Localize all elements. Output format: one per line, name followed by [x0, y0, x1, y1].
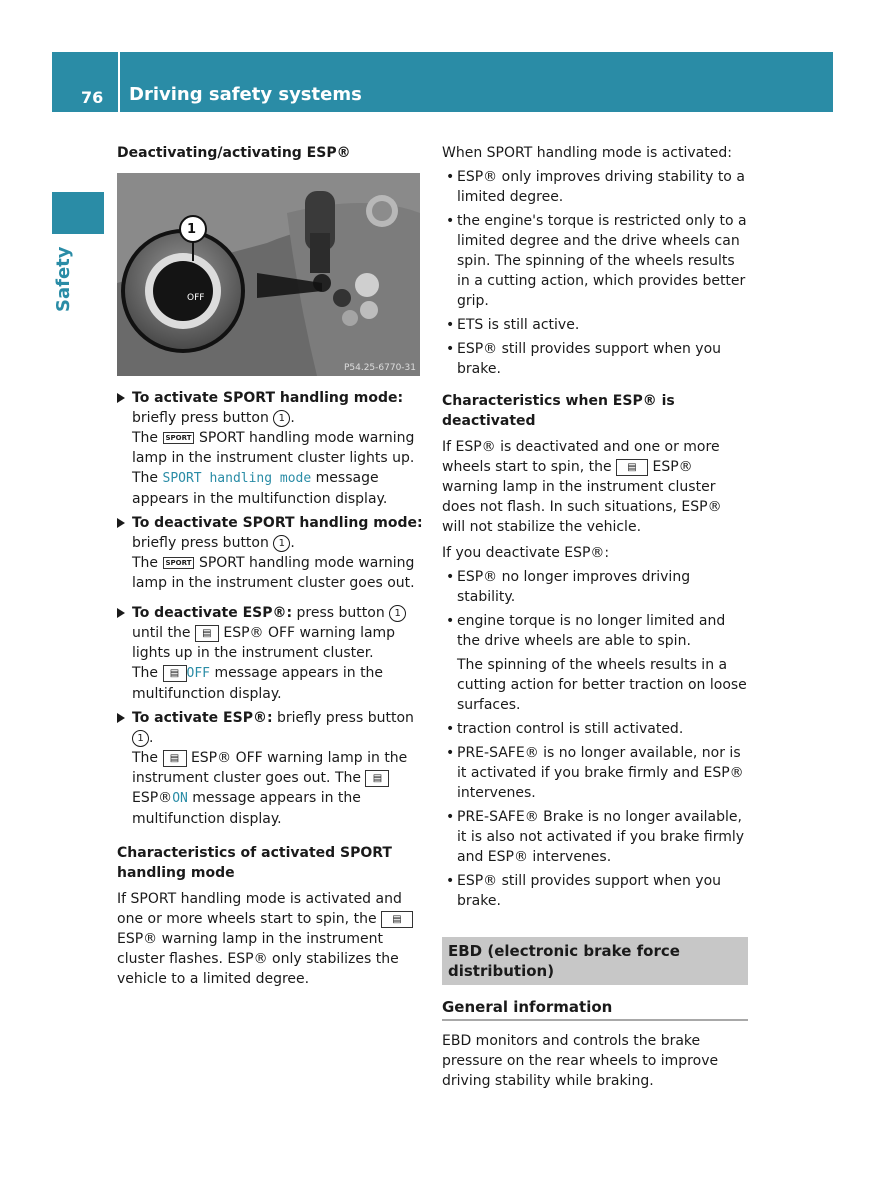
deactivated-bullet-list — [442, 567, 748, 911]
step-text: ESP® — [132, 790, 173, 806]
list-item: • ESP® only improves driving stability to a limited degree. — [442, 167, 748, 207]
body-text: If ESP® is deactivated and one or more wheels start to spin, the ▤ ESP® warning lamp in the instrument cluster does not flash. In such situations, ESP® will not stabilize the vehicle. — [442, 439, 722, 535]
list-item: • ESP® still provides support when you brake. — [442, 339, 748, 379]
button-1-icon: 1 — [132, 730, 149, 747]
console-photo — [117, 173, 420, 376]
step-text: message appears in the multifunction display. — [132, 665, 384, 702]
right-column — [442, 143, 748, 1091]
esp-lamp-icon: ▤ — [381, 911, 413, 928]
step-arrow-icon — [117, 393, 125, 403]
intro-text: When SPORT handling mode is activated: — [442, 145, 732, 161]
figure-code: P54.25-6770-31 — [343, 363, 416, 373]
step-text: until the — [132, 625, 191, 641]
list-subtext: The spinning of the wheels results in a cutting action for better traction on loose surfaces. — [457, 657, 747, 713]
esp-off-button-label: OFF — [187, 293, 205, 303]
esp-lamp-icon: ▤ — [365, 770, 389, 787]
console-illustration — [117, 173, 420, 376]
section-heading-sport-characteristics: Characteristics of activated SPORT handling mode — [117, 845, 392, 881]
step-arrow-icon — [117, 608, 125, 618]
step-text: The — [132, 470, 159, 486]
list-item: • traction control is still activated. — [442, 719, 748, 739]
step-title: To activate SPORT handling mode: — [132, 390, 404, 406]
page-title: Driving safety systems — [129, 84, 362, 105]
esp-off-lamp-icon: ▤ — [195, 625, 219, 642]
list-item: • ESP® no longer improves driving stability. — [442, 567, 748, 607]
esp-off-lamp-icon: ▤ — [163, 750, 187, 767]
section-heading-esp: Deactivating/activating ESP® — [117, 145, 351, 161]
button-1-icon: 1 — [273, 535, 290, 552]
body-text: If you deactivate ESP®: — [442, 545, 610, 561]
step-arrow-icon — [117, 518, 125, 528]
display-message: OFF — [186, 666, 210, 681]
step-text: ESP® OFF warning lamp in the instrument cluster goes out. The — [132, 750, 408, 786]
display-message: SPORT handling mode — [162, 471, 312, 486]
header-divider — [118, 52, 120, 112]
page-number: 76 — [81, 88, 104, 107]
list-item: • engine torque is no longer limited and the drive wheels are able to spin. — [442, 611, 748, 651]
list-item: • ETS is still active. — [442, 315, 748, 335]
step-text: briefly press button — [132, 410, 269, 426]
step-deactivate-esp — [117, 603, 425, 704]
step-arrow-icon — [117, 713, 125, 723]
step-text: The — [132, 665, 159, 681]
list-item: • the engine's torque is restricted only to a limited degree and the drive wheels can spin. The spinning of the wheels results in a cutting action, which provides better grip. — [442, 211, 748, 311]
step-text: message appears in the multifunction display. — [132, 470, 388, 507]
sport-lamp-icon: SPORT — [163, 557, 195, 569]
step-text: briefly press button — [277, 710, 414, 726]
ebd-section-heading: EBD (electronic brake force distribution) — [442, 937, 748, 985]
list-item: • PRE-SAFE® Brake is no longer available, it is also not activated if you brake firmly and ESP® intervenes. — [442, 807, 748, 867]
section-heading-esp-deactivated: Characteristics when ESP® is deactivated — [442, 393, 675, 429]
step-text: briefly press button — [132, 535, 269, 551]
step-text: SPORT handling mode warning lamp in the instrument cluster lights up. — [132, 430, 415, 466]
body-text: EBD monitors and controls the brake pressure on the rear wheels to improve driving stability while braking. — [442, 1033, 719, 1089]
section-tab-label: Safety — [53, 246, 74, 312]
step-text: press button — [296, 605, 385, 621]
sport-bullet-list — [442, 167, 748, 379]
display-message: ON — [172, 791, 188, 806]
body-text: If SPORT handling mode is activated and one or more wheels start to spin, the ▤ ESP® warning lamp in the instrument cluster flashes. ESP® only stabilizes the vehicle to a limited degree. — [117, 889, 425, 989]
left-column — [117, 143, 425, 989]
sport-lamp-icon: SPORT — [163, 432, 195, 444]
figure-callout: 1 — [187, 222, 197, 237]
step-title: To activate ESP®: — [132, 710, 273, 726]
list-item: • ESP® still provides support when you brake. — [442, 871, 748, 911]
esp-lamp-icon: ▤ — [616, 459, 648, 476]
esp-lamp-icon: ▤ — [163, 665, 187, 682]
step-text: ESP® OFF warning lamp lights up in the instrument cluster. — [132, 625, 396, 661]
section-tab-marker — [52, 192, 104, 234]
button-1-icon: 1 — [389, 605, 406, 622]
step-text: message appears in the multifunction display. — [132, 790, 361, 827]
step-activate-sport: To activate SPORT handling mode: briefly press button 1 . The SPORT SPORT handling mode warning lamp in the instrument cluster lights up. The SPORT handling mode message appears in the multifunction display. — [117, 388, 425, 509]
step-text: SPORT handling mode warning lamp in the instrument cluster goes out. — [132, 555, 415, 591]
general-information-heading: General information — [442, 997, 748, 1021]
button-1-icon: 1 — [273, 410, 290, 427]
step-deactivate-sport: To deactivate SPORT handling mode: briefly press button 1 . The SPORT SPORT handling mode warning lamp in the instrument cluster goes out. — [117, 513, 425, 593]
step-activate-esp: To activate ESP®: briefly press button 1 . The ▤ ESP® OFF warning lamp in the instrument cluster goes out. The ▤ ESP®ON message appears in the multifunction display. — [117, 708, 425, 829]
step-title: To deactivate SPORT handling mode: — [132, 515, 423, 531]
list-item: • PRE-SAFE® is no longer available, nor is it activated if you brake firmly and ESP® intervenes. — [442, 743, 748, 803]
page-header — [52, 52, 833, 112]
step-title: To deactivate ESP®: — [132, 605, 293, 621]
